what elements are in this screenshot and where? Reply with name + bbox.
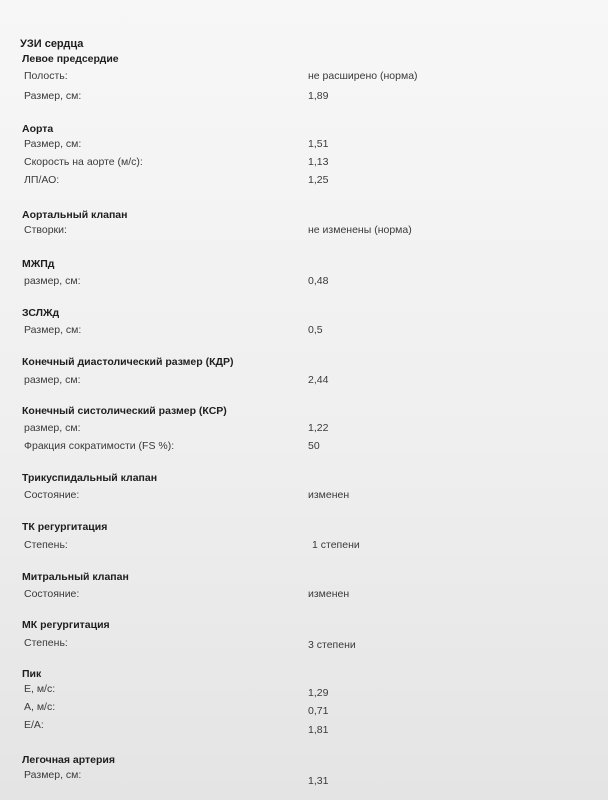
section-title: Легочная артерия [22,754,116,766]
section-mitral-regurgitation [20,618,580,653]
section-pulmonary-artery [20,753,580,785]
field-row [20,322,580,340]
section-title: Аортальный клапан [22,209,128,221]
section-title: Конечный диастолический размер (КДР) [22,356,234,368]
section-ivs [20,257,580,291]
field-value: 1,25 [308,174,329,186]
field-row [20,222,580,240]
field-row [20,487,580,505]
field-label: Фракция сократимости (FS %): [24,440,175,452]
field-value: не расширено (норма) [308,70,418,82]
section-title: Аорта [22,123,54,135]
section-tricuspid-regurgitation [20,520,580,555]
field-row [20,635,580,653]
field-value: 1 степени [312,539,360,551]
field-value: не изменены (норма) [308,224,412,236]
section-title: МК регургитация [22,619,110,631]
field-label: Состояние: [24,489,80,501]
field-row [20,88,580,106]
field-row [20,136,580,154]
field-value: 1,89 [308,90,329,102]
section-title: ТК регургитация [22,521,108,533]
section-esd [20,404,580,456]
field-label: Состояние: [24,588,80,600]
section-left-atrium [20,52,580,106]
section-title: МЖПд [22,258,55,270]
field-value: 1,51 [308,138,329,150]
field-label: Степень: [24,539,68,551]
field-row [20,699,580,717]
field-row [20,767,580,785]
field-row [20,273,580,291]
field-label: Полость: [24,70,68,82]
field-value: 50 [308,440,320,452]
section-title: Митральный клапан [22,571,129,583]
field-value: 1,29 [308,687,329,699]
field-value: изменен [308,489,350,501]
field-label: размер, см: [24,374,81,386]
section-title: Левое предсердие [22,53,119,65]
section-mitral-valve [20,570,580,604]
field-value: 0,71 [308,705,329,717]
section-title: ЗСЛЖд [22,307,60,319]
section-tricuspid-valve [20,471,580,505]
field-row [20,154,580,172]
field-value: 2,44 [308,374,329,386]
field-value: 1,13 [308,156,329,168]
field-row [20,420,580,438]
section-title: Конечный систолический размер (КСР) [22,405,227,417]
field-label: Скорость на аорте (м/с): [24,156,143,168]
field-label: Размер, см: [24,324,82,336]
field-label: E, м/с: [24,683,56,695]
section-title: Пик [22,668,42,680]
section-aorta [20,122,580,190]
field-row [20,537,580,555]
section-title: Трикуспидальный клапан [22,472,158,484]
field-value: 1,81 [308,724,329,736]
field-label: Степень: [24,637,68,649]
field-label: E/A: [24,719,44,731]
section-aortic-valve [20,208,580,240]
field-label: размер, см: [24,275,81,287]
report-title: УЗИ сердца [20,38,84,50]
field-value: 0,5 [308,324,323,336]
field-label: Размер, см: [24,90,82,102]
field-value: изменен [308,588,350,600]
field-label: размер, см: [24,422,81,434]
field-label: A, м/с: [24,701,56,713]
field-row [20,586,580,604]
field-value: 0,48 [308,275,329,287]
field-row [20,372,580,390]
field-value: 3 степени [308,639,356,651]
field-row [20,438,580,456]
field-label: ЛП/АО: [24,174,60,186]
field-row [20,717,580,735]
section-peak [20,667,580,735]
field-label: Створки: [24,224,67,236]
field-label: Размер, см: [24,769,82,781]
field-label: Размер, см: [24,138,82,150]
field-row [20,68,580,86]
field-value: 1,31 [308,775,329,787]
field-row [20,681,580,699]
section-edd [20,355,580,390]
section-lvpw [20,306,580,340]
field-row [20,172,580,190]
field-value: 1,22 [308,422,329,434]
